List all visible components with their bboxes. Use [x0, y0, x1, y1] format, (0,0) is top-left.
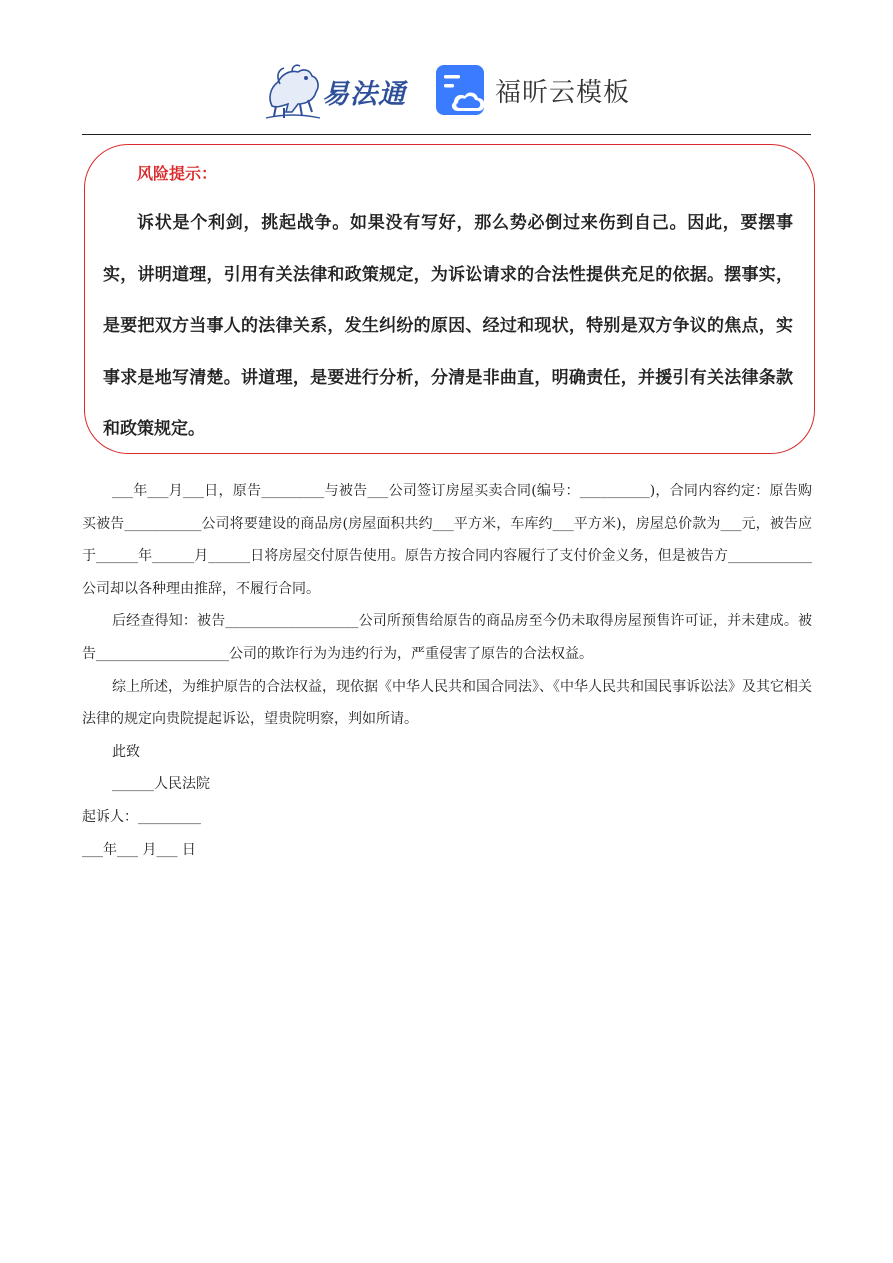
plaintiff-signature: 起诉人：_________ [82, 808, 201, 825]
court-name: ______人民法院 [112, 776, 210, 793]
risk-title: 风险提示： [137, 164, 218, 183]
salutation: 此致 [112, 743, 140, 760]
paragraph-conclusion: 综上所述，为维护原告的合法权益，现依据《中华人民共和国合同法》、《中华人民共和国民事诉讼法》及其它相关法律的规定向贵院提起诉讼，望贵院明察，判如所请。 [82, 678, 812, 728]
risk-body: 诉状是个利剑，挑起战争。如果没有写好，那么势必倒过来伤到自己。因此，要摆事实，讲明道理，引用有关法律和政策规定，为诉讼请求的合法性提供充足的依据。摆事实，是要把双方当事人的法律关系，发生纠纷的原因、经过和现状，特别是双方争议的焦点，实事求是地写清楚。讲道理，是要进行分析，分清是非曲直，明确责任，并援引有关法律条款和政策规定。 [103, 213, 793, 439]
brand2-name: 福昕云模板 [495, 78, 631, 108]
qilin-logo-icon [262, 62, 324, 120]
brand1-name: 易法通 [322, 79, 406, 110]
cloud-template-icon [436, 65, 488, 117]
paragraph-facts: ___年___月___日，原告_________与被告___公司签订房屋买卖合同(编号：__________)，合同内容约定：原告购买被告___________公司将要建设的商品房(房屋面积共约___平方米，车库约___平方米)，房屋总价款为___元，被告应于______年______月______日将房屋交付原告使用。原告方按合同内容履行了支付价金义务，但是被告方____________公司却以各种理由推辞，不履行合同。 [82, 483, 812, 597]
signature-date: ___年___ 月___ 日 [82, 841, 196, 858]
page-header [0, 58, 893, 124]
yifatong-logo [262, 62, 414, 120]
complaint-body [82, 475, 812, 866]
header-divider [82, 134, 811, 135]
paragraph-findings: 后经查得知：被告___________________公司所预售给原告的商品房至今仍未取得房屋预售许可证，并未建成。被告___________________公司的欺诈行为为违约行为，严重侵害了原告的合法权益。 [82, 613, 812, 662]
